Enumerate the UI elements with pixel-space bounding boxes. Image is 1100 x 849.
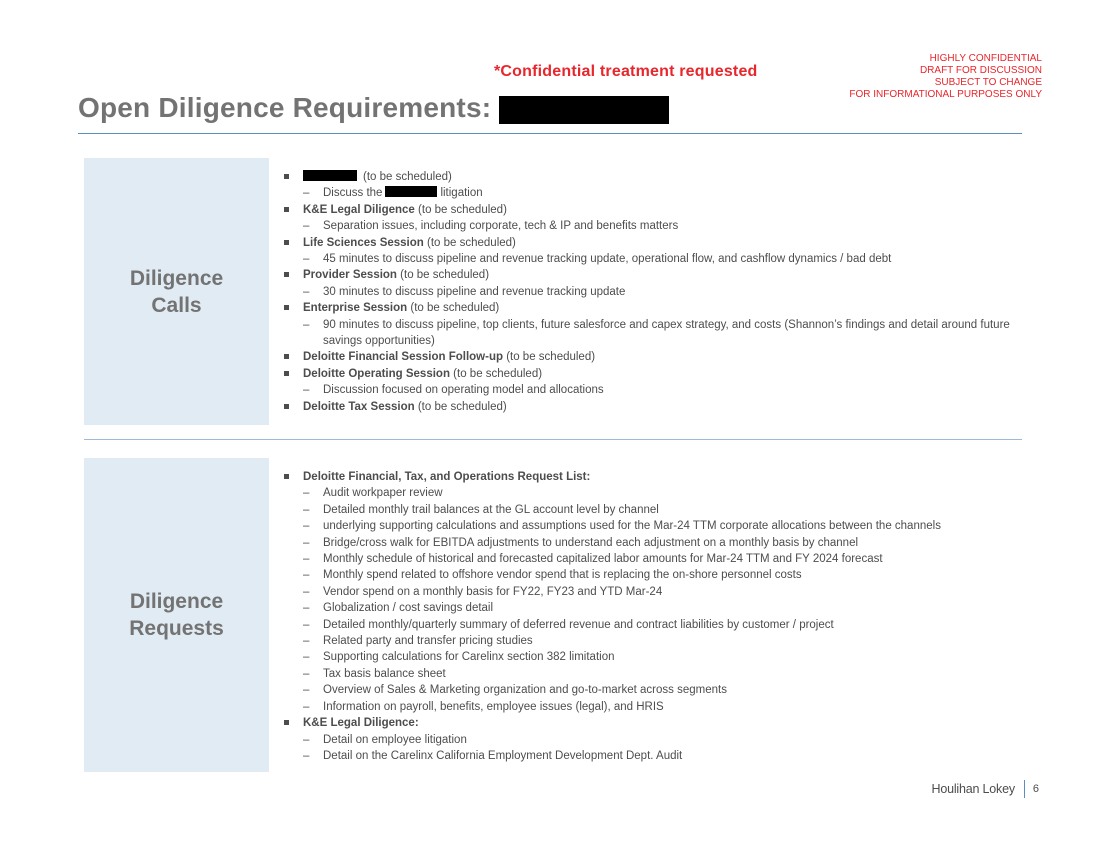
diligence-calls-panel	[84, 158, 269, 425]
sub-item: – Audit workpaper review	[284, 485, 1014, 501]
sub-item: – Bridge/cross walk for EBITDA adjustments to understand each adjustment on a monthly basis by channel	[284, 535, 1014, 551]
redaction-bar	[499, 96, 669, 124]
sub-item: – Monthly schedule of historical and forecasted capitalized labor amounts for Mar-24 TTM and FY 2024 forecast	[284, 551, 1014, 567]
list-item	[284, 349, 1014, 365]
sub-item: – Supporting calculations for Carelinx section 382 limitation	[284, 649, 1014, 665]
footer-separator	[1024, 780, 1025, 798]
sub-item	[284, 185, 1014, 201]
sub-item: – Detail on employee litigation	[284, 732, 1014, 748]
sub-item: – 90 minutes to discuss pipeline, top clients, future salesforce and capex strategy, and costs (Shannon’s findings and detail around future savings opportunities)	[284, 317, 1014, 350]
diligence-calls-heading: Diligence Calls	[129, 266, 224, 317]
section-divider	[84, 439, 1022, 440]
list-item	[284, 366, 1014, 382]
legend-line: DRAFT FOR DISCUSSION	[919, 65, 1042, 76]
item-title: Deloitte Operating Session	[303, 367, 450, 380]
item-text: (to be scheduled)	[363, 171, 452, 183]
item-text: (to be scheduled)	[423, 236, 516, 249]
item-text: (to be scheduled)	[414, 203, 507, 216]
redaction-bar	[303, 170, 357, 181]
item-title: K&E Legal Diligence	[303, 203, 415, 216]
brand-logo-text: Houlihan Lokey	[931, 782, 1015, 796]
sub-item: – Vendor spend on a monthly basis for FY22, FY23 and YTD Mar-24	[284, 584, 1014, 600]
sub-item: – Related party and transfer pricing studies	[284, 633, 1014, 649]
list-item: Deloitte Financial, Tax, and Operations Request List:	[284, 469, 1014, 485]
confidential-treatment-notice: *Confidential treatment requested	[494, 63, 758, 80]
item-text: (to be scheduled)	[449, 367, 543, 380]
item-title: Provider Session	[303, 269, 397, 282]
item-text: (to be scheduled)	[396, 269, 490, 282]
item-text: (to be scheduled)	[407, 302, 500, 315]
sub-item: – Discussion focused on operating model and allocations	[284, 382, 1014, 398]
list-item	[284, 235, 1014, 251]
sub-item: – Detailed monthly/quarterly summary of deferred revenue and contract liabilities by customer / project	[284, 617, 1014, 633]
item-title: Deloitte Tax Session	[303, 400, 415, 413]
list-item	[284, 202, 1014, 218]
sub-item: – Detail on the Carelinx California Employment Development Dept. Audit	[284, 748, 1014, 764]
sub-item: – Separation issues, including corporate, tech & IP and benefits matters	[284, 218, 1014, 234]
list-item	[284, 300, 1014, 316]
sub-item-text: Discuss the	[323, 187, 383, 200]
list-item	[284, 399, 1014, 415]
sub-item: – Globalization / cost savings detail	[284, 600, 1014, 616]
title-divider	[78, 133, 1022, 134]
title-row	[78, 92, 669, 124]
page-title: Open Diligence Requirements:	[78, 92, 492, 123]
diligence-requests-heading: Diligence Requests	[129, 590, 224, 640]
item-text: (to be scheduled)	[503, 351, 596, 364]
sub-item-text: litigation	[440, 187, 483, 200]
sub-item: – Detailed monthly trail balances at the GL account level by channel	[284, 502, 1014, 518]
confidentiality-legend	[849, 53, 1042, 101]
item-title: Enterprise Session	[303, 302, 408, 315]
item-text: (to be scheduled)	[414, 400, 507, 413]
page-number: 6	[1032, 783, 1039, 795]
item-title: Life Sciences Session	[303, 236, 424, 249]
sub-item: – Tax basis balance sheet	[284, 666, 1014, 682]
sub-item: – underlying supporting calculations and assumptions used for the Mar-24 TTM corporate allocations between the channels	[284, 518, 1014, 534]
sub-item: – 30 minutes to discuss pipeline and revenue tracking update	[284, 284, 1014, 300]
diligence-requests-list	[284, 469, 1014, 764]
sub-item: – 45 minutes to discuss pipeline and revenue tracking update, operational flow, and cashflow dynamics / bad debt	[284, 251, 1014, 267]
legend-line: SUBJECT TO CHANGE	[934, 77, 1042, 88]
diligence-requests-panel	[84, 458, 269, 772]
item-title: Deloitte Financial Session Follow-up	[303, 351, 503, 364]
diligence-calls-list	[284, 169, 1014, 415]
footer	[932, 780, 1040, 798]
sub-item: – Information on payroll, benefits, employee issues (legal), and HRIS	[284, 699, 1014, 715]
list-item	[284, 267, 1014, 283]
legend-line: FOR INFORMATIONAL PURPOSES ONLY	[849, 89, 1042, 100]
list-item	[284, 169, 1014, 185]
legend-line: HIGHLY CONFIDENTIAL	[929, 53, 1042, 64]
list-item: K&E Legal Diligence:	[284, 715, 1014, 731]
sub-item: – Overview of Sales & Marketing organization and go-to-market across segments	[284, 682, 1014, 698]
sub-item: – Monthly spend related to offshore vendor spend that is replacing the on-shore personnel costs	[284, 567, 1014, 583]
redaction-bar	[385, 186, 437, 197]
